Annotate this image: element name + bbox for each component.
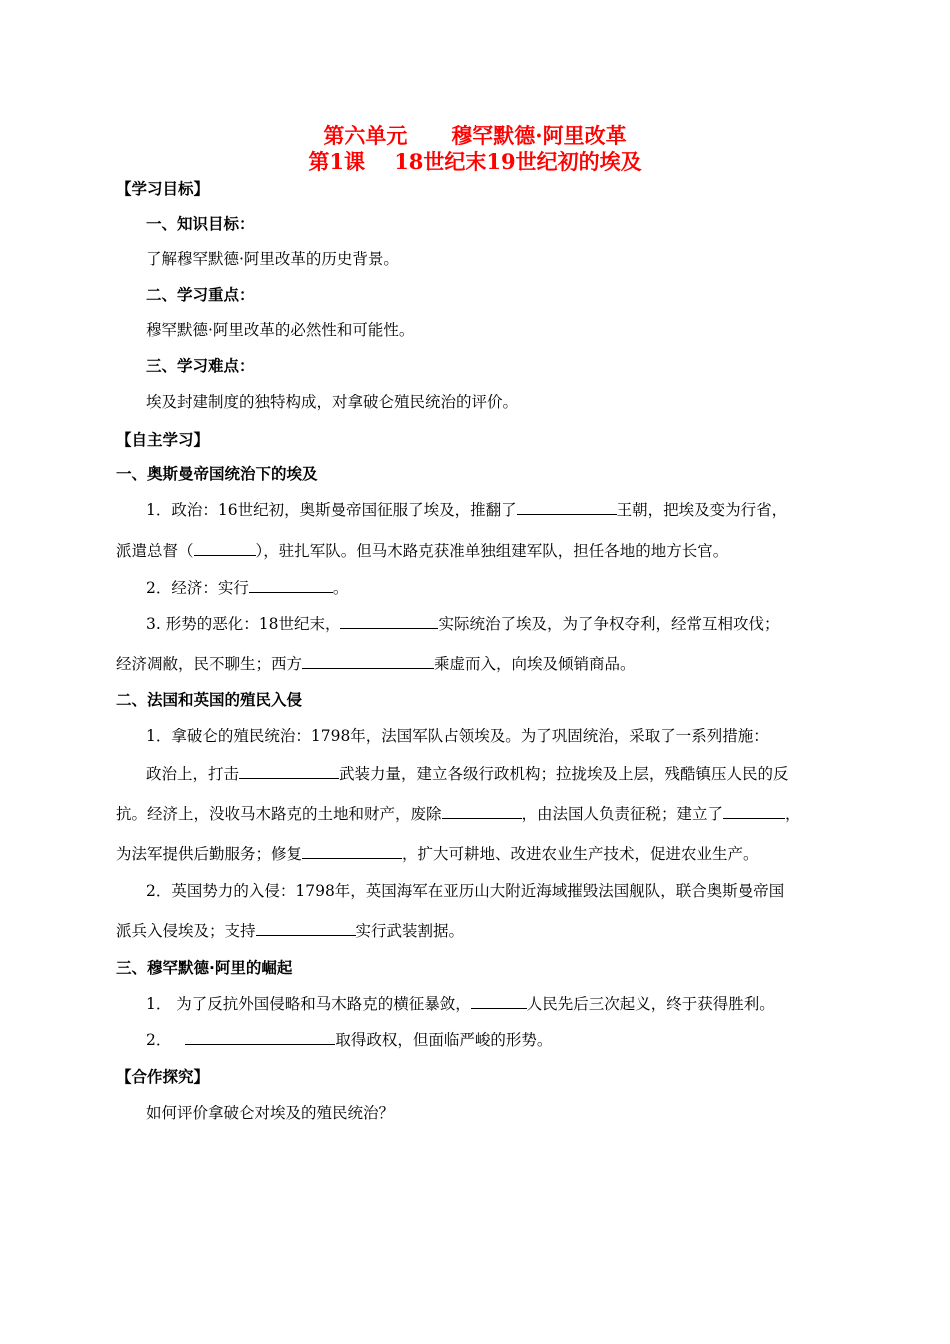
s3-p1-text-b: 人民先后三次起义，终于获得胜利。 xyxy=(526,995,775,1013)
fill-blank[interactable] xyxy=(340,613,438,629)
fill-blank[interactable] xyxy=(239,763,339,779)
s3-p1-text-a: 1． 为了反抗外国侵略和马木路克的横征暴敛， xyxy=(146,995,471,1013)
s2-paragraph3-line2 xyxy=(116,920,464,942)
section1-title: 一、奥斯曼帝国统治下的埃及 xyxy=(116,465,318,483)
cooperation-question: 如何评价拿破仑对埃及的殖民统治？ xyxy=(146,1104,395,1122)
s1-paragraph3-line2 xyxy=(116,653,636,675)
s1-p1-text-d: ），驻扎军队。但马木路克获准单独组建军队，担任各地的地方长官。 xyxy=(255,542,729,560)
s2-p2-text-b: 武装力量，建立各级行政机构；拉拢埃及上层，残酷镇压人民的反 xyxy=(339,765,789,783)
cooperation-header: 【合作探究】 xyxy=(116,1068,210,1086)
s2-p2-text-f: 为法军提供后勤服务；修复 xyxy=(116,845,303,863)
difficulty-text: 埃及封建制度的独特构成，对拿破仑殖民统治的评价。 xyxy=(146,393,519,411)
lesson-title: 第1课 18世纪末19世纪初的埃及 xyxy=(308,149,642,174)
s1-paragraph1-line1 xyxy=(146,499,787,521)
s2-p2-text-e: ， xyxy=(785,805,801,823)
s1-p3-text-d: 乘虚而入，向埃及倾销商品。 xyxy=(434,655,636,673)
fill-blank[interactable] xyxy=(723,803,785,819)
s2-paragraph2-line3 xyxy=(116,843,759,865)
s1-paragraph3-line1 xyxy=(146,613,779,635)
key-label: 二、学习重点： xyxy=(146,286,255,304)
fill-blank[interactable] xyxy=(249,577,333,593)
s2-p3-text-b: 派兵入侵埃及；支持 xyxy=(116,922,256,940)
fill-blank[interactable] xyxy=(442,803,522,819)
s2-p2-text-c: 抗。经济上，没收马木路克的土地和财产，废除 xyxy=(116,805,442,823)
s2-paragraph2-line2 xyxy=(116,803,801,825)
key-text: 穆罕默德·阿里改革的必然性和可能性。 xyxy=(146,321,415,339)
fill-blank[interactable] xyxy=(517,499,617,515)
s1-p2-text-a: 2．经济：实行 xyxy=(146,579,249,597)
s3-paragraph1 xyxy=(146,993,775,1015)
s2-paragraph1: 1．拿破仑的殖民统治：1798年，法国军队占领埃及。为了巩固统治，采取了一系列措施： xyxy=(146,727,769,745)
s2-p2-text-a: 政治上，打击 xyxy=(146,765,240,783)
section2-title: 二、法国和英国的殖民入侵 xyxy=(116,691,303,709)
s1-paragraph1-line2 xyxy=(116,540,728,562)
s2-p2-text-g: ，扩大可耕地、改进农业生产技术，促进农业生产。 xyxy=(402,845,759,863)
s3-p2-text-b: 取得政权，但面临严峻的形势。 xyxy=(335,1031,553,1049)
s1-p1-text-b: 王朝，把埃及变为行省， xyxy=(616,501,788,519)
self-study-header: 【自主学习】 xyxy=(116,431,210,449)
s2-p3-text-c: 实行武装割据。 xyxy=(355,922,465,940)
s2-paragraph2-line1 xyxy=(146,763,789,785)
knowledge-label: 一、知识目标： xyxy=(146,215,255,233)
fill-blank[interactable] xyxy=(185,1029,335,1045)
unit-title: 第六单元 穆罕默德·阿里改革 xyxy=(323,123,627,148)
objectives-header: 【学习目标】 xyxy=(116,180,210,198)
fill-blank[interactable] xyxy=(302,653,434,669)
fill-blank[interactable] xyxy=(471,993,527,1009)
s1-p1-text-c: 派遣总督（ xyxy=(116,542,194,560)
s2-p2-text-d: ，由法国人负责征税；建立了 xyxy=(521,805,724,823)
s1-p3-text-b: 实际统治了埃及，为了争权夺利，经常互相攻伐； xyxy=(438,615,780,633)
s3-p2-text-a: 2． xyxy=(146,1031,172,1049)
s1-paragraph2 xyxy=(146,577,348,599)
fill-blank[interactable] xyxy=(194,540,256,556)
s1-p1-text-a: 1．政治：16世纪初，奥斯曼帝国征服了埃及，推翻了 xyxy=(146,501,517,519)
s2-paragraph3-line1: 2．英国势力的入侵：1798年，英国海军在亚历山大附近海域摧毁法国舰队，联合奥斯曼帝国 xyxy=(146,882,785,900)
s1-p3-text-c: 经济凋敝，民不聊生；西方 xyxy=(116,655,303,673)
difficulty-label: 三、学习难点： xyxy=(146,357,255,375)
s1-p2-text-b: 。 xyxy=(332,579,349,597)
section3-title: 三、穆罕默德·阿里的崛起 xyxy=(116,959,293,977)
fill-blank[interactable] xyxy=(302,843,402,859)
s3-paragraph2 xyxy=(146,1029,552,1051)
knowledge-text: 了解穆罕默德·阿里改革的历史背景。 xyxy=(146,250,399,268)
s1-p3-text-a: 3. 形势的恶化：18世纪末， xyxy=(146,615,341,633)
fill-blank[interactable] xyxy=(256,920,356,936)
